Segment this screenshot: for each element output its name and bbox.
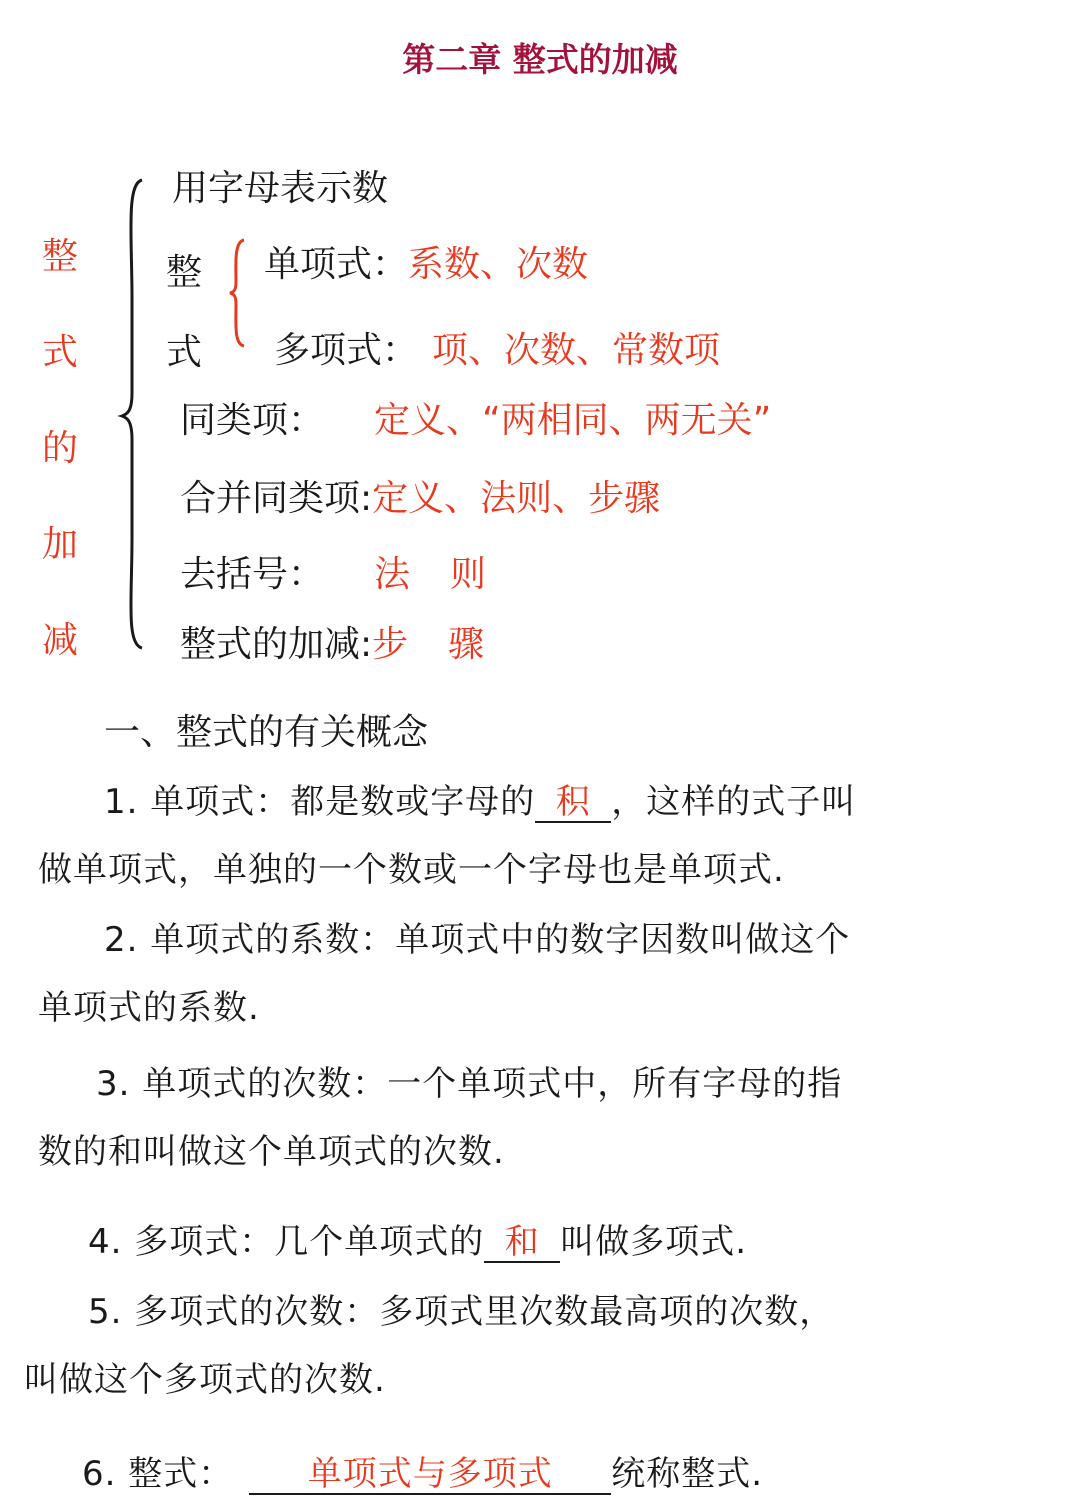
polynomial-label: 多项式： — [274, 330, 419, 371]
monomial-label: 单项式： — [264, 244, 409, 285]
side-label-char: 加 — [42, 524, 79, 565]
item-2-line-2: 单项式的系数. — [38, 988, 260, 1028]
item-text: 统称整式. — [611, 1454, 764, 1494]
like-terms-value: 定义、“两相同、两无关” — [374, 400, 772, 441]
addsub-label: 整式的加减: — [180, 624, 373, 665]
addsub-value: 步 — [372, 624, 409, 665]
item-text: 6. 整式： — [82, 1454, 234, 1494]
brackets-label: 去括号： — [180, 554, 325, 595]
side-label-char: 的 — [42, 428, 79, 469]
outline-zhengshi-char: 式 — [166, 332, 203, 373]
zhengshi-brace — [228, 238, 248, 348]
brackets-value: 法 — [374, 554, 411, 595]
item-3-line-1: 3. 单项式的次数：一个单项式中，所有字母的指 — [96, 1064, 843, 1104]
monomial-value: 系数、次数 — [408, 244, 589, 285]
outline-combine — [180, 470, 660, 521]
item-5-line-2: 叫做这个多项式的次数. — [24, 1360, 386, 1400]
side-label-char: 减 — [42, 620, 79, 661]
outline-polynomial — [274, 322, 720, 373]
item-1-line-1 — [104, 774, 856, 823]
polynomial-value: 项、次数、常数项 — [432, 330, 721, 371]
outline-monomial — [264, 236, 588, 287]
outline-addsub — [180, 616, 484, 667]
item-2-line-1: 2. 单项式的系数：单项式中的数字因数叫做这个 — [104, 920, 851, 960]
outline-brackets — [180, 546, 486, 597]
item-4-line-1 — [88, 1214, 747, 1263]
outline-brace — [120, 178, 150, 650]
side-label-char: 整 — [42, 236, 79, 277]
combine-value: 定义、法则、步骤 — [372, 478, 661, 519]
item-1-line-2: 做单项式，单独的一个数或一个字母也是单项式. — [38, 850, 785, 890]
item-text: ，这样的式子叫 — [611, 782, 857, 822]
item-text: 4. 多项式：几个单项式的 — [88, 1222, 485, 1262]
outline-like-terms — [180, 392, 771, 443]
combine-label: 合并同类项: — [180, 478, 373, 519]
side-label-char: 式 — [42, 332, 79, 373]
like-terms-label: 同类项： — [180, 400, 325, 441]
page-title: 第二章 整式的加减 — [402, 40, 678, 79]
answer-blank: 单项式与多项式 — [249, 1457, 611, 1495]
item-6-line-1 — [82, 1446, 763, 1495]
item-5-line-1: 5. 多项式的次数：多项式里次数最高项的次数， — [88, 1292, 835, 1332]
item-text: 叫做多项式. — [560, 1222, 748, 1262]
section-heading: 一、整式的有关概念 — [104, 712, 429, 753]
addsub-value: 骤 — [448, 624, 485, 665]
answer-blank: 和 — [484, 1225, 560, 1263]
answer-blank: 积 — [535, 785, 611, 823]
item-3-line-2: 数的和叫做这个单项式的次数. — [38, 1132, 505, 1172]
brackets-value: 则 — [450, 554, 487, 595]
item-text: 1. 单项式：都是数或字母的 — [104, 782, 536, 822]
outline-zhengshi-char: 整 — [166, 252, 203, 293]
outline-letters: 用字母表示数 — [172, 168, 389, 209]
